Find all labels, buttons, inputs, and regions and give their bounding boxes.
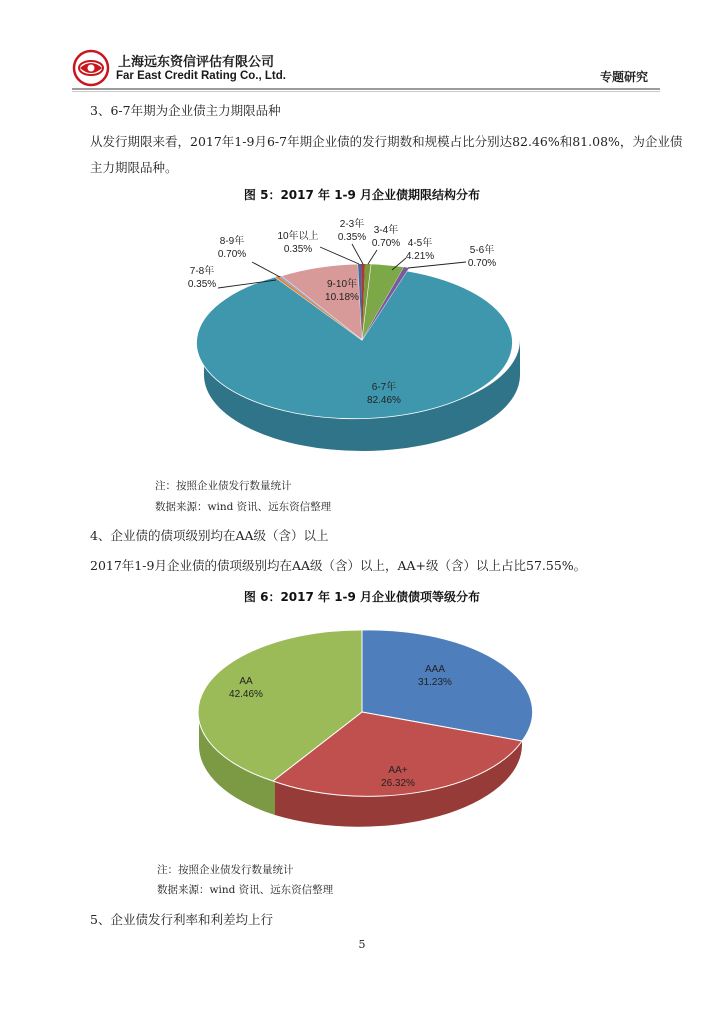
figure6-source: 数据来源：wind 资讯、远东资信整理 [157,884,334,896]
figure6-note: 注：按照企业债发行数量统计 [157,864,294,876]
header-tag: 专题研究 [599,70,648,84]
page-number: 5 [358,938,366,951]
pie5-label-10plus: 10年以上 0.35% [277,231,319,255]
pie6-label-aa: AA 42.46% [229,676,263,700]
pie5-label-5-6: 5-6年 0.70% [467,245,497,269]
company-name-cn: 上海远东资信评估有限公司 [118,55,275,70]
section5-heading: 5、企业债发行利率和利差均上行 [90,912,273,927]
pie5-label-4-5: 4-5年 4.21% [405,238,435,262]
pie5-label-2-3: 2-3年 0.35% [337,219,367,243]
section3-heading: 3、6-7年期为企业债主力期限品种 [90,103,281,118]
figure5-source: 数据来源：wind 资讯、远东资信整理 [155,501,332,513]
figure5-caption: 图 5：2017 年 1-9 月企业债期限结构分布 [243,188,481,202]
section4-para: 2017年1-9月企业债的债项级别均在AA级（含）以上，AA+级（含）以上占比57.55%。 [90,558,587,573]
figure6-caption: 图 6：2017 年 1-9 月企业债债项等级分布 [243,590,481,604]
pie5-label-6-7: 6-7年 82.46% [367,382,401,406]
figure5-note: 注：按照企业债发行数量统计 [155,480,292,492]
company-name-en: Far East Credit Rating Co., Ltd. [116,70,286,82]
section4-heading: 4、企业债的债项级别均在AA级（含）以上 [90,528,329,543]
pie6-label-aaplus: AA+ 26.32% [381,765,415,789]
section3-para-line1: 从发行期限来看，2017年1-9月6-7年期企业债的发行期数和规模占比分别达82.46%和81.08%，为企业债 [90,134,683,149]
pie6-label-aaa: AAA 31.23% [418,664,452,688]
pie5-label-9-10: 9-10年 10.18% [325,279,359,303]
pie5-label-3-4: 3-4年 0.70% [371,225,401,249]
pie5-label-7-8: 7-8年 0.35% [187,266,217,290]
pie5-label-8-9: 8-9年 0.70% [217,236,247,260]
section3-para-line2: 主力期限品种。 [90,160,178,175]
